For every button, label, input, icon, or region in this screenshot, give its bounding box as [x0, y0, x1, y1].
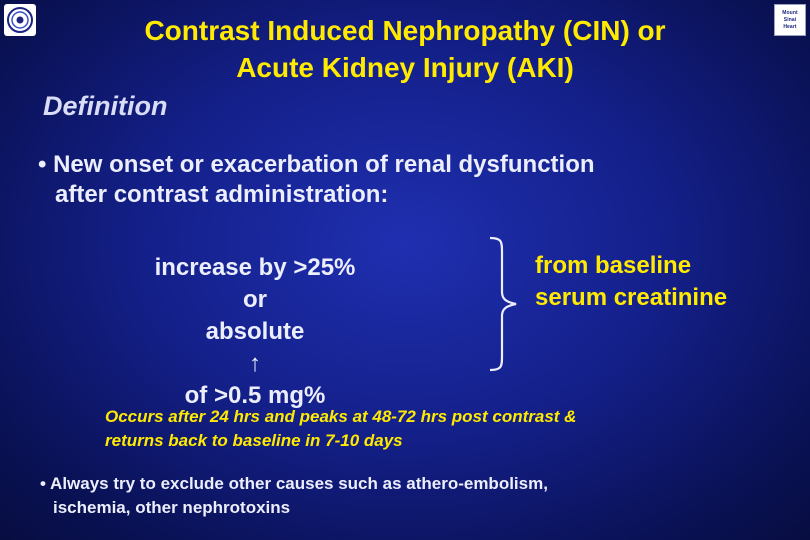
creatinine-criteria — [100, 252, 410, 412]
timing-note-line-2: returns back to baseline in 7-10 days — [105, 431, 403, 450]
baseline-reference — [535, 250, 727, 314]
bullet-text-line-1: New onset or exacerbation of renal dysfunction — [53, 151, 595, 178]
criteria-line-1: increase by >25% — [154, 254, 356, 281]
criteria-threshold-label: of >0.5 mg% — [184, 382, 326, 409]
baseline-line-1: from baseline — [535, 252, 692, 279]
criteria-line-2: or — [243, 286, 267, 313]
bullet-marker: • — [40, 474, 46, 493]
baseline-line-2: serum creatinine — [535, 284, 728, 311]
logo-text-line: Sinai — [783, 17, 797, 23]
curly-brace-icon — [486, 236, 522, 372]
bullet-exclude-causes — [40, 472, 548, 520]
bullet-marker: • — [38, 151, 47, 178]
up-arrow-icon: ↑ — [249, 350, 261, 377]
bullet-definition — [38, 150, 595, 210]
timing-note — [105, 405, 576, 453]
slide-title — [0, 12, 810, 86]
logo-text-line: Heart — [783, 24, 797, 30]
bullet-text-line-2: after contrast administration: — [55, 181, 389, 208]
slide-title-line-1: Contrast Induced Nephropathy (CIN) or — [144, 15, 666, 46]
criteria-line-3 — [100, 316, 410, 412]
slide-title-line-2: Acute Kidney Injury (AKI) — [236, 52, 574, 83]
criteria-absolute-label: absolute — [205, 318, 305, 345]
logo-text-line: Mount — [782, 10, 798, 16]
bullet-text-line-2: ischemia, other nephrotoxins — [53, 498, 291, 517]
section-heading-definition: Definition — [43, 91, 168, 121]
timing-note-line-1: Occurs after 24 hrs and peaks at 48-72 hrs post contrast & — [105, 407, 577, 426]
bullet-text-line-1: Always try to exclude other causes such as athero-embolism, — [50, 474, 548, 493]
